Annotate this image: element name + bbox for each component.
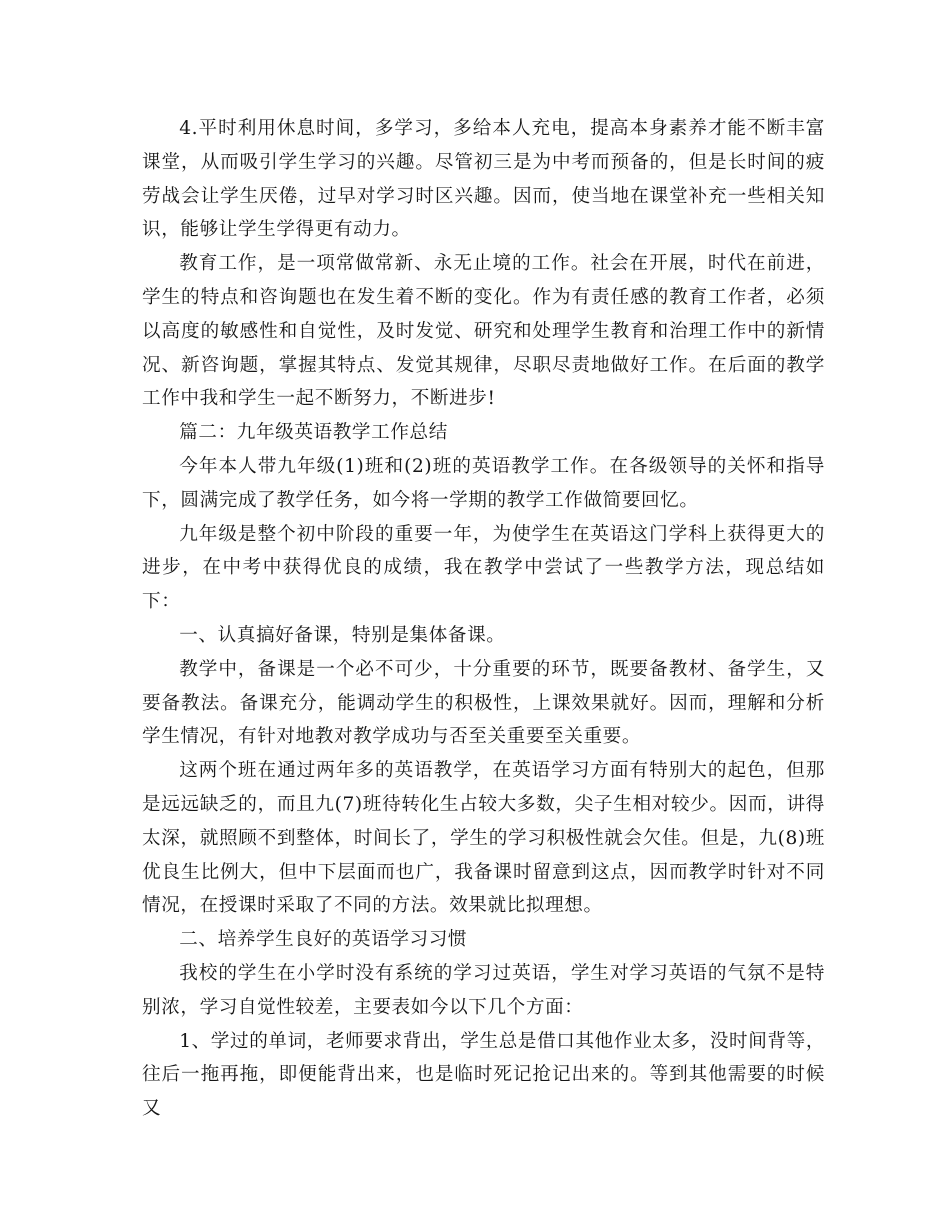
heading-lesson-prep: 一、认真搞好备课，特别是集体备课。	[179, 624, 506, 646]
paragraph-two-classes: 这两个班在通过两年多的英语教学，在英语学习方面有特别大的起色，但那是远远缺乏的，而且九(7)班待转化生占较大多数，尖子生相对较少。因而，讲得太深，就照顾不到整体，时间长了，学生的学习积极性就会欠佳。但是，九(8)班优良生比例大，但中下层面而也广，我备课时留意到这点，因而教学时针对不同情况，在授课时采取了不同的方法。效果就比拟理想。	[142, 760, 825, 917]
section-title-part-two: 篇二：九年级英语教学工作总结	[179, 422, 448, 444]
paragraph-intro: 今年本人带九年级(1)班和(2)班的英语教学工作。在各级领导的关怀和指导下，圆满完成了教学任务，如今将一学期的教学工作做简要回忆。	[142, 455, 825, 511]
heading-study-habits: 二、培养学生良好的英语学习习惯	[179, 929, 468, 951]
paragraph-vocabulary: 1、学过的单词，老师要求背出，学生总是借口其他作业太多，没时间背等，往后一拖再拖，即便能背出来，也是临时死记抢记出来的。等到其他需要的时候又	[142, 1030, 826, 1120]
paragraph-grade-nine: 九年级是整个初中阶段的重要一年，为使学生在英语这门学科上获得更大的进步，在中考中获得优良的成绩，我在教学中尝试了一些教学方法，现总结如下：	[142, 523, 825, 613]
paragraph-lesson-prep: 教学中，备课是一个必不可少，十分重要的环节，既要备教材、备学生，又要备教法。备课充分，能调动学生的积极性，上课效果就好。因而，理解和分析学生情况，有针对地教对教学成功与否至关重要至关重要。	[142, 658, 825, 748]
paragraph-education-work: 教育工作，是一项常做常新、永无止境的工作。社会在开展，时代在前进，学生的特点和咨询题也在发生着不断的变化。作为有责任感的教育工作者，必须以高度的敏感性和自觉性，及时发觉、研究和处理学生教育和治理工作中的新情况、新咨询题，掌握其特点、发觉其规律，尽职尽责地做好工作。在后面的教学工作中我和学生一起不断努力，不断进步!	[142, 253, 825, 410]
paragraph-study-time: 4.平时利用休息时间，多学习，多给本人充电，提高本身素养才能不断丰富课堂，从而吸引学生学习的兴趣。尽管初三是为中考而预备的，但是长时间的疲劳战会让学生厌倦，过早对学习时区兴趣。因而，使当地在课堂补充一些相关知识，能够让学生学得更有动力。	[142, 118, 825, 241]
document-page	[142, 112, 825, 1126]
paragraph-school-students: 我校的学生在小学时没有系统的学习过英语，学生对学习英语的气氛不是特别浓，学习自觉性较差，主要表如今以下几个方面：	[142, 962, 825, 1018]
